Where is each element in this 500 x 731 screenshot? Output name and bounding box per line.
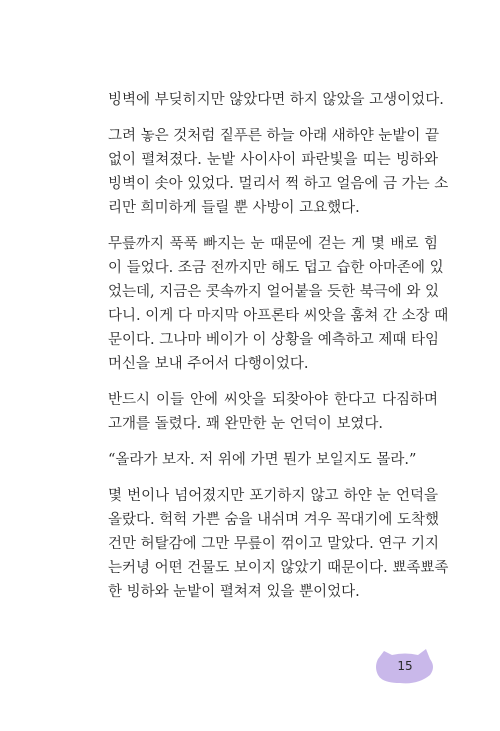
text-line: 올랐다. 헉헉 가쁜 숨을 내쉬며 겨우 꼭대기에 도착했 — [108, 512, 440, 528]
text-line: 한 빙하와 눈밭이 펼쳐져 있을 뿐이었다. — [108, 584, 360, 600]
text-line: 다니. 이게 다 마지막 아프론타 씨앗을 훔쳐 간 소장 때 — [108, 308, 449, 324]
text-line: 그려 놓은 것처럼 짙푸른 하늘 아래 새하얀 눈밭이 끝 — [108, 128, 440, 144]
paragraph-gap — [108, 220, 438, 232]
page-number: 15 — [397, 659, 413, 673]
paragraph — [108, 232, 449, 376]
text-line: 머신을 보내 주어서 다행이었다. — [108, 356, 309, 372]
paragraph-gap — [108, 472, 438, 484]
text-line: 건만 허탈감에 그만 무릎이 꺾이고 말았다. 연구 기지 — [108, 536, 440, 552]
paragraph — [108, 448, 438, 472]
text-line: 리만 희미하게 들릴 뿐 사방이 고요했다. — [108, 200, 360, 216]
text-line: “올라가 보자. 저 위에 가면 뭔가 보일지도 몰라.” — [108, 452, 417, 468]
page-number-badge — [370, 645, 440, 685]
text-line: 빙벽에 부딪히지만 않았다면 하지 않았을 고생이었다. — [108, 92, 444, 108]
text-line: 문이다. 그나마 베이가 이 상황을 예측하고 제때 타임 — [108, 332, 440, 348]
paragraph — [108, 124, 449, 220]
paragraph — [108, 484, 449, 604]
paragraph-gap — [108, 376, 438, 388]
text-line: 고개를 돌렸다. 꽤 완만한 눈 언덕이 보였다. — [108, 416, 383, 432]
page-body-text — [108, 88, 449, 604]
paragraph-gap — [108, 112, 438, 124]
text-line: 이 들었다. 조금 전까지만 해도 덥고 습한 아마존에 있 — [108, 260, 444, 276]
text-line: 빙벽이 솟아 있었다. 멀리서 쩍 하고 얼음에 금 가는 소 — [108, 176, 449, 192]
text-line: 반드시 이들 안에 씨앗을 되찾아야 한다고 다짐하며 — [108, 392, 438, 408]
text-line: 몇 번이나 넘어졌지만 포기하지 않고 하얀 눈 언덕을 — [108, 488, 438, 504]
text-line: 었는데, 지금은 콧속까지 얼어붙을 듯한 북극에 와 있 — [108, 284, 440, 300]
paragraph — [108, 388, 438, 436]
paragraph — [108, 88, 444, 112]
text-line: 없이 펼쳐졌다. 눈밭 사이사이 파란빛을 띠는 빙하와 — [108, 152, 438, 168]
paragraph-gap — [108, 436, 438, 448]
text-line: 는커녕 어떤 건물도 보이지 않았기 때문이다. 뾰족뾰족 — [108, 560, 449, 576]
text-line: 무릎까지 푹푹 빠지는 눈 때문에 걷는 게 몇 배로 힘 — [108, 236, 438, 252]
